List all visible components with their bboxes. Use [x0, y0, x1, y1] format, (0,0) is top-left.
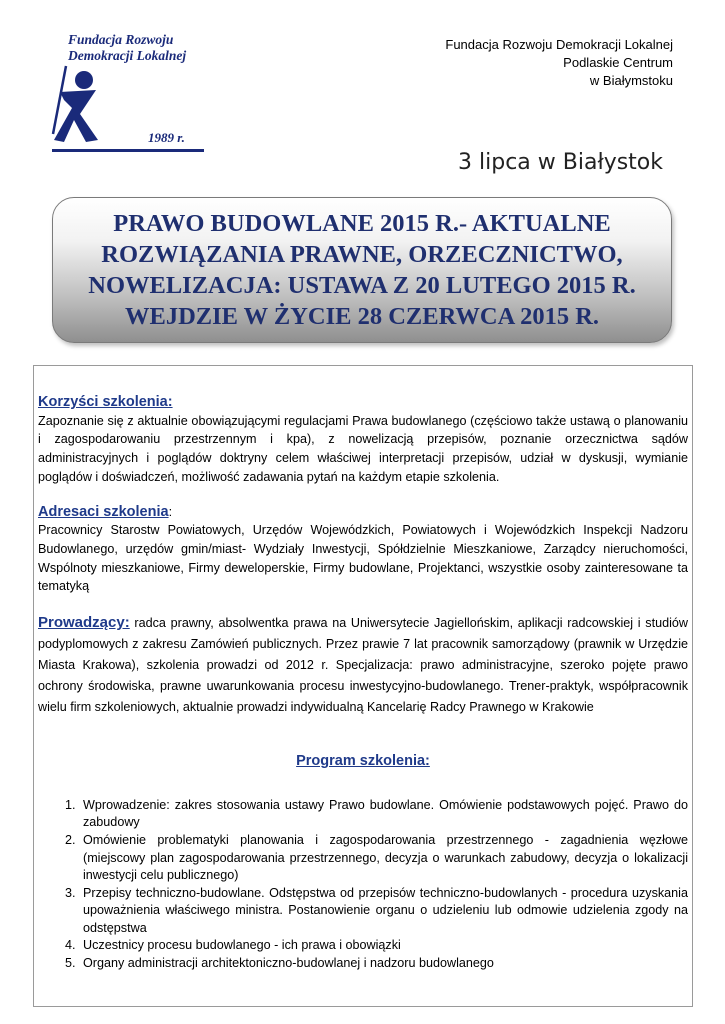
program-item: 3. Przepisy techniczno-budowlane. Odstępstwa od przepisów techniczno-budowlanych - procedura uzyskania upoważnienia właściwego ministra. Postanowienie organu o udzieleniu lub odmowie udzielenia zgody na odstępstwa: [79, 885, 688, 938]
trainer-text: radca prawny, absolwentka prawa na Uniwersytecie Jagiellońskim, aplikacji radcowskiej i studiów podyplomowych z zakresu Zamówień publicznych. Przez prawie 7 lat pracownik samorządowy (prawnik w Urzędzie Miasta Krakowa), szkolenia prowadzi od 2012 r. Specjalizacja: prawo administracyjne, szeroko pojęte prawo ochrony środowiska, prawne uwarunkowania procesu inwestycyjno-budowlanego. Trener-praktyk, współpracownik wielu firm szkoleniowych, aktualnie prowadzi indywidualną Kancelarię Radcy Prawnego w Krakowie: [38, 616, 689, 715]
event-date: 3 lipca w Białystok: [458, 150, 663, 175]
content-frame: [33, 365, 693, 1007]
logo-figure-icon: [50, 64, 110, 144]
audience-heading: Adresaci szkolenia: [38, 503, 169, 520]
logo-year: 1989 r.: [148, 130, 185, 145]
program-item: 2. Omówienie problematyki planowania i zagospodarowania przestrzennego - zagadnienia węzłowe (miejscowy plan zagospodarowania przestrzennego, decyzja o warunkach zabudowy, decyzja o lokalizacji inwestycji celu publicznego): [79, 832, 688, 885]
program-item: 5. Organy administracji architektoniczno-budowlanej i nadzoru budowlanego: [79, 955, 688, 973]
organization-address: Fundacja Rozwoju Demokracji Lokalnej Podlaskie Centrum w Białymstoku: [445, 37, 673, 88]
program-item: 4. Uczestnicy procesu budowlanego - ich prawa i obowiązki: [79, 937, 688, 955]
foundation-logo: [50, 28, 210, 156]
audience-section: Adresaci szkolenia: Pracownicy Starostw Powiatowych, Urzędów Wojewódzkich, Powiatowych i Wojewódzkich Inspekcji Nadzoru Budowlanego, urzędów gmin/miast- Wydziały Inwestycji, Spółdzielnie Mieszkaniowe, Zarządcy nieruchomości, Wspólnoty mieszkaniowe, Firmy deweloperskie, Firmy budowlane, Projektanci, wszystkie osoby zainteresowane ta tematyką: [38, 503, 688, 597]
benefits-text: Zapoznanie się z aktualnie obowiązującymi regulacjami Prawa budowlanego (częściowo także ustawą o planowaniu i zagospodarowaniu przestrzennym i kpa), z nowelizacją przepisów, poznanie orzecznictwa sądów administracyjnych i poglądów doktryny celem właściwej interpretacji przepisów, udział w dyskusji, wymianie poglądów i doświadczeń, możliwość zadawania pytań na każdym etapie szkolenia.: [38, 413, 688, 484]
program-heading: Program szkolenia:: [296, 753, 430, 770]
program-list: [38, 797, 688, 973]
trainer-heading: Prowadzący:: [38, 614, 130, 632]
content-body: [38, 393, 688, 973]
title-banner: [52, 197, 672, 343]
benefits-heading: Korzyści szkolenia:: [38, 394, 173, 410]
logo-underline: [52, 149, 204, 152]
program-section: [38, 752, 688, 771]
document-title: PRAWO BUDOWLANE 2015 R.- AKTUALNE ROZWIĄZANIA PRAWNE, ORZECZNICTWO, NOWELIZACJA: USTAWA Z 20 LUTEGO 2015 R. WEJDZIE W ŻYCIE 28 CZERWCA 2015 R.: [88, 210, 636, 330]
logo-name: Fundacja Rozwoju Demokracji Lokalnej: [68, 32, 187, 63]
trainer-section: [38, 612, 688, 718]
benefits-section: [38, 393, 688, 487]
audience-text: Pracownicy Starostw Powiatowych, Urzędów Wojewódzkich, Powiatowych i Wojewódzkich Inspekcji Nadzoru Budowlanego, urzędów gmin/miast- Wydziały Inwestycji, Spółdzielnie Mieszkaniowe, Zarządcy nieruchomości, Wspólnoty mieszkaniowe, Firmy deweloperskie, Firmy budowlane, Projektanci, wszystkie osoby zainteresowane ta tematyką: [38, 523, 688, 594]
program-item: 1. Wprowadzenie: zakres stosowania ustawy Prawo budowlane. Omówienie podstawowych pojęć. Prawo do zabudowy: [79, 797, 688, 832]
